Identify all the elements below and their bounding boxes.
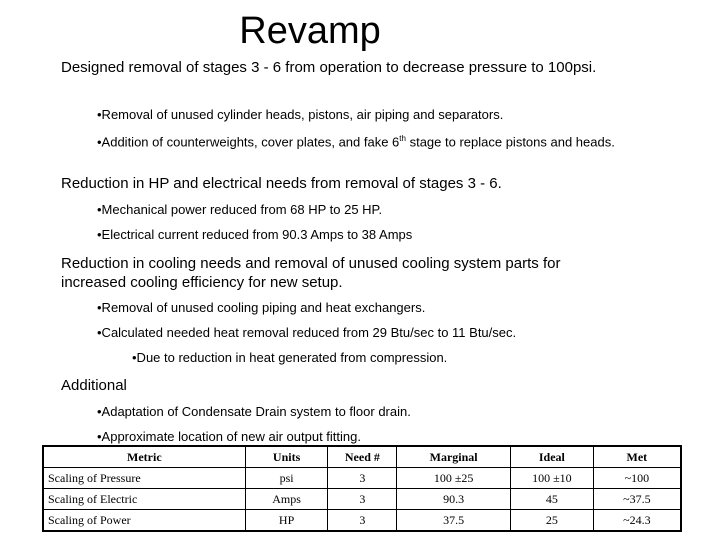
header-units: Units [245, 446, 328, 468]
bullet: •Calculated needed heat removal reduced from 29 Btu/sec to 11 Btu/sec. [97, 325, 517, 340]
paragraph-cooling: Reduction in cooling needs and removal of unused cooling system parts for increased cooling efficiency for new setup. [61, 255, 561, 291]
bullet: •Electrical current reduced from 90.3 Amps to 38 Amps [97, 227, 413, 242]
cell: ~100 [593, 468, 681, 489]
bullet [97, 130, 617, 150]
cell: Scaling of Electric [43, 489, 245, 510]
cell: 25 [510, 510, 593, 532]
bullet: •Removal of unused cooling piping and heat exchangers. [97, 300, 426, 315]
slide-title: Revamp [239, 10, 381, 52]
metrics-table [42, 445, 682, 532]
paragraph-hp: Reduction in HP and electrical needs from removal of stages 3 - 6. [61, 175, 502, 192]
bullet: •Approximate location of new air output fitting. [97, 429, 361, 444]
bullet: •Removal of unused cylinder heads, pistons, air piping and separators. [97, 107, 504, 122]
header-marginal: Marginal [397, 446, 511, 468]
paragraph-additional: Additional [61, 377, 127, 394]
cell: 3 [328, 468, 397, 489]
cell: Scaling of Power [43, 510, 245, 532]
header-met: Met [593, 446, 681, 468]
paragraph-stages: Designed removal of stages 3 - 6 from operation to decrease pressure to 100psi. [61, 59, 597, 76]
cell: 45 [510, 489, 593, 510]
superscript: th [399, 134, 406, 143]
cell: ~24.3 [593, 510, 681, 532]
cell: Amps [245, 489, 328, 510]
cell: ~37.5 [593, 489, 681, 510]
cell: 90.3 [397, 489, 511, 510]
table-row [43, 489, 681, 510]
sub-bullet: •Due to reduction in heat generated from compression. [132, 350, 448, 365]
header-ideal: Ideal [510, 446, 593, 468]
bullet: •Adaptation of Condensate Drain system to floor drain. [97, 404, 411, 419]
bullet-text: stage to replace pistons and heads. [405, 134, 615, 150]
header-metric: Metric [43, 446, 245, 468]
bullet-text: •Addition of counterweights, cover plates, and fake 6 [97, 134, 400, 150]
cell: 100 ±10 [510, 468, 593, 489]
bullet: •Mechanical power reduced from 68 HP to 25 HP. [97, 202, 383, 217]
cell: psi [245, 468, 328, 489]
cell: 3 [328, 489, 397, 510]
cell: HP [245, 510, 328, 532]
table-header-row [43, 446, 681, 468]
table-row [43, 510, 681, 532]
header-need: Need # [328, 446, 397, 468]
cell: 100 ±25 [397, 468, 511, 489]
cell: 3 [328, 510, 397, 532]
cell: Scaling of Pressure [43, 468, 245, 489]
table-row [43, 468, 681, 489]
cell: 37.5 [397, 510, 511, 532]
